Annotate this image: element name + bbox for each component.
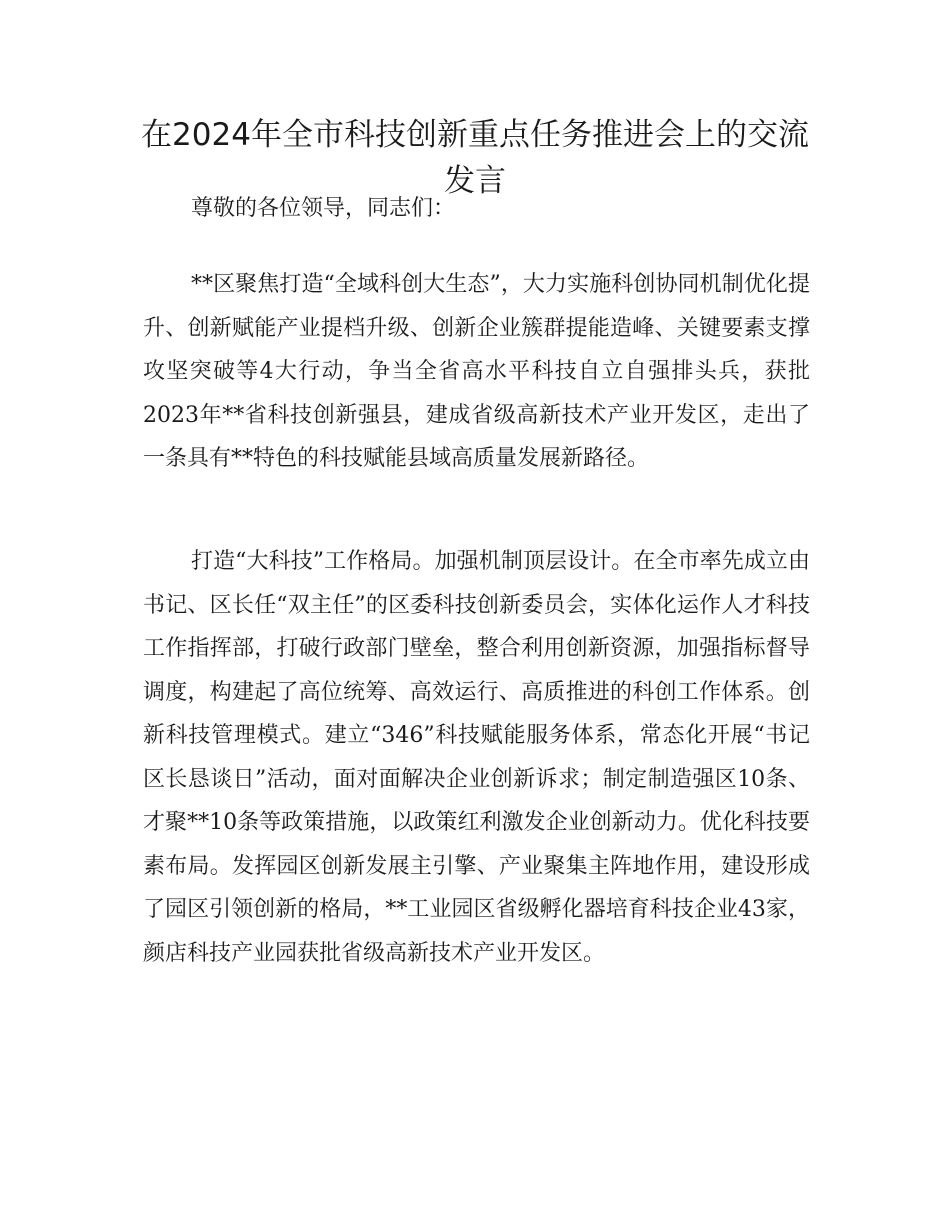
document-title: 在2024年全市科技创新重点任务推进会上的交流发言 — [141, 117, 809, 199]
paragraph-science-framework: 打造“大科技”工作格局。加强机制顶层设计。在全市率先成立由书记、区长任“双主任”的区委科技创新委员会，实体化运作人才科技工作指挥部，打破行政部门壁垒，整合利用创新资源，加强指标督导调度，构建起了高位统筹、高效运行、高质推进的科创工作体系。创新科技管理模式。建立“346”科技赋能服务体系，常态化开展“书记区长恳谈日”活动，面对面解决企业创新诉求；制定制造强区10条、才聚**10条等政策措施，以政策红利激发企业创新动力。优化科技要素布局。发挥园区创新发展主引擎、产业聚集主阵地作用，建设形成了园区引领创新的格局，**工业园区省级孵化器培育科技企业43家，颜店科技产业园获批省级高新技术产业开发区。 — [143, 549, 810, 966]
paragraph-intro: **区聚焦打造“全域科创大生态”，大力实施科创协同机制优化提升、创新赋能产业提档升级、创新企业簇群提能造峰、关键要素支撑攻坚突破等4大行动，争当全省高水平科技自立自强排头兵，获批2023年**省科技创新强县，建成省级高新技术产业开发区，走出了一条具有**特色的科技赋能县域高质量发展新路径。 — [143, 272, 810, 471]
salutation: 尊敬的各位领导，同志们： — [191, 196, 456, 221]
